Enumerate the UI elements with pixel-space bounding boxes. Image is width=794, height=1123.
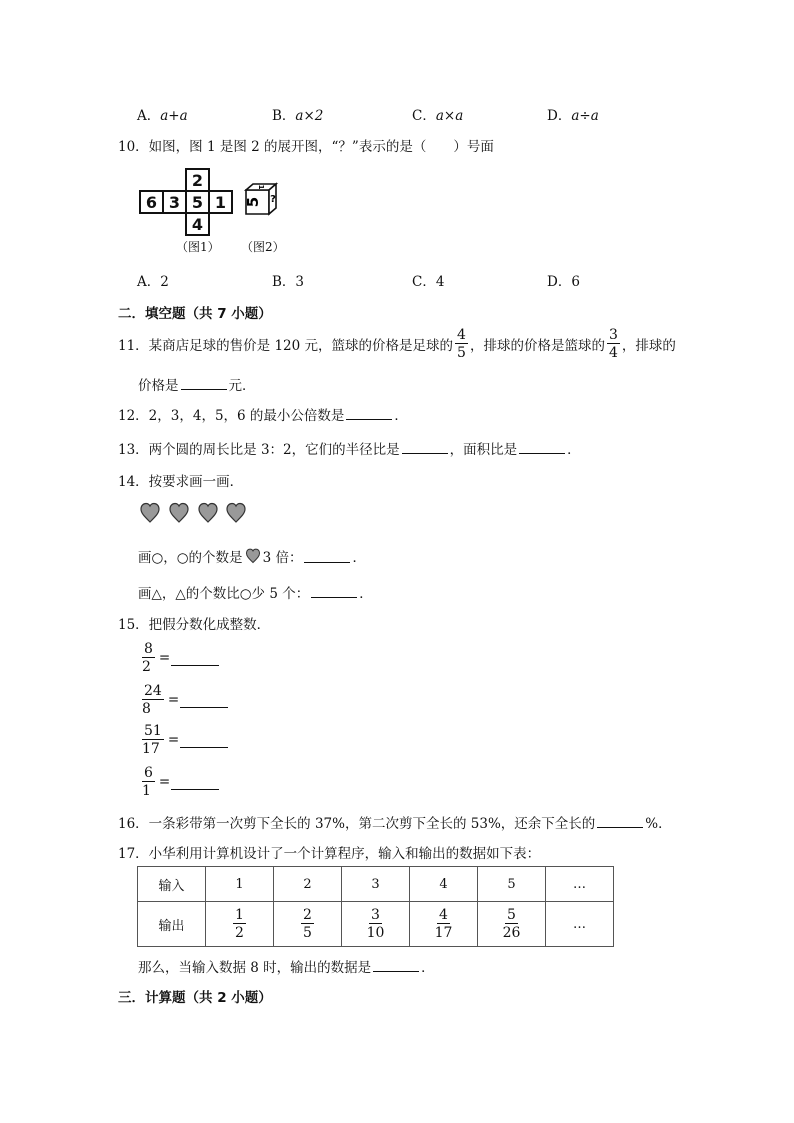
- q10-option-d: D．6: [547, 274, 580, 290]
- heart-icon: [199, 504, 217, 523]
- section-3-heading: 三．计算题（共 2 小题）: [118, 990, 272, 1006]
- input-output-table: [137, 866, 614, 947]
- table-row-output: [138, 902, 614, 947]
- q9-option-a: A．a+a: [137, 108, 188, 124]
- input-cell: …: [546, 867, 614, 902]
- heart-icon: [245, 548, 261, 564]
- q9-option-d: D．a÷a: [547, 108, 599, 124]
- input-cell: 2: [274, 867, 342, 902]
- answer-blank[interactable]: [180, 733, 228, 748]
- heart-icon: [141, 504, 159, 523]
- q14-line2: 画△，△的个数比○少 5 个： ．: [138, 586, 373, 602]
- q11-line1: 11．某商店足球的售价是 120 元，篮球的价格是足球的 $\frac{4}{5}$ ，排球的价格是篮球的 $\frac{3}{4}$ ，排球的: [118, 327, 676, 361]
- net-face: 5: [186, 191, 209, 213]
- q15-item-1: $\frac{8}{2}$ =: [140, 642, 219, 674]
- answer-blank[interactable]: [304, 550, 350, 563]
- figure1-caption: （图1）: [176, 240, 220, 254]
- q16-text: 16．一条彩带第一次剪下全长的 37%，第二次剪下全长的 53%，还余下全长的 %．: [118, 816, 672, 832]
- q17-question: 那么，当输入数据 8 时，输出的数据是 ．: [138, 960, 435, 976]
- q17-title: 17．小华利用计算机设计了一个计算程序，输入和输出的数据如下表：: [118, 846, 541, 862]
- input-cell: 3: [342, 867, 410, 902]
- q11-line2: 价格是 元．: [138, 378, 256, 394]
- improper-fraction: $\frac{6}{1}$: [142, 765, 153, 799]
- output-cell: $\frac{4}{17}$: [410, 902, 478, 947]
- section-2-heading: 二．填空题（共 7 小题）: [118, 306, 272, 322]
- q15-title: 15．把假分数化成整数．: [118, 617, 271, 633]
- cube-right-face: ?: [270, 194, 276, 205]
- output-cell: $\frac{5}{26}$: [478, 902, 546, 947]
- improper-fraction: $\frac{24}{8}$: [142, 683, 162, 717]
- q14-line1: 画○，○的个数是 3 倍： ．: [138, 550, 366, 566]
- q15-item-2: $\frac{24}{8}$ =: [140, 684, 228, 716]
- answer-blank[interactable]: [311, 585, 357, 598]
- answer-blank[interactable]: [373, 959, 419, 972]
- q13-text: 13．两个圆的周长比是 3：2，它们的半径比是 ，面积比是 ．: [118, 442, 581, 458]
- answer-blank[interactable]: [171, 651, 219, 666]
- hearts-figure: [140, 502, 252, 524]
- figure2-caption: （图2）: [241, 240, 285, 254]
- net-face: 1: [209, 191, 232, 213]
- net-face: 3: [163, 191, 186, 213]
- q15-item-4: $\frac{6}{1}$ =: [140, 766, 219, 798]
- q10-option-c: C．4: [412, 274, 445, 290]
- net-face-bottom: 4: [186, 213, 209, 235]
- answer-blank[interactable]: [519, 441, 565, 454]
- improper-fraction: $\frac{51}{17}$: [142, 723, 162, 757]
- heart-icon: [170, 504, 188, 523]
- output-cell: $\frac{2}{5}$: [274, 902, 342, 947]
- input-cell: 1: [206, 867, 274, 902]
- row-label-input: 输入: [138, 867, 206, 902]
- input-cell: 4: [410, 867, 478, 902]
- q15-item-3: $\frac{51}{17}$ =: [140, 724, 228, 756]
- answer-blank[interactable]: [402, 441, 448, 454]
- cube-front-face: 5: [244, 196, 262, 208]
- q9-option-c: C．a×a: [412, 108, 464, 124]
- row-label-output: 输出: [138, 902, 206, 947]
- answer-blank[interactable]: [180, 693, 228, 708]
- output-cell: …: [546, 902, 614, 947]
- q10-text: 10．如图，图 1 是图 2 的展开图，“？”表示的是（ ）号面: [118, 139, 494, 155]
- answer-blank[interactable]: [346, 407, 392, 420]
- q10-option-b: B．3: [272, 274, 305, 290]
- net-face: 6: [140, 191, 163, 213]
- answer-blank[interactable]: [171, 775, 219, 790]
- q10-option-a: A．2: [137, 274, 169, 290]
- q12-text: 12．2，3，4，5，6 的最小公倍数是 ．: [118, 408, 408, 424]
- cube-top-face: 1: [257, 184, 265, 190]
- q14-title: 14．按要求画一画．: [118, 474, 244, 490]
- heart-icon: [227, 504, 245, 523]
- answer-blank[interactable]: [597, 815, 643, 828]
- answer-blank[interactable]: [181, 377, 227, 390]
- cube-net-figure: [139, 168, 233, 236]
- input-cell: 5: [478, 867, 546, 902]
- q9-option-b: B．a×2: [272, 108, 324, 124]
- table-row-input: [138, 867, 614, 902]
- cube-figure: [244, 182, 280, 216]
- output-cell: $\frac{1}{2}$: [206, 902, 274, 947]
- q11-fraction-2: $\frac{3}{4}$: [608, 327, 618, 361]
- net-face-top: 2: [186, 169, 209, 191]
- output-cell: $\frac{3}{10}$: [342, 902, 410, 947]
- q11-fraction-1: $\frac{4}{5}$: [457, 327, 466, 361]
- improper-fraction: $\frac{8}{2}$: [142, 641, 153, 675]
